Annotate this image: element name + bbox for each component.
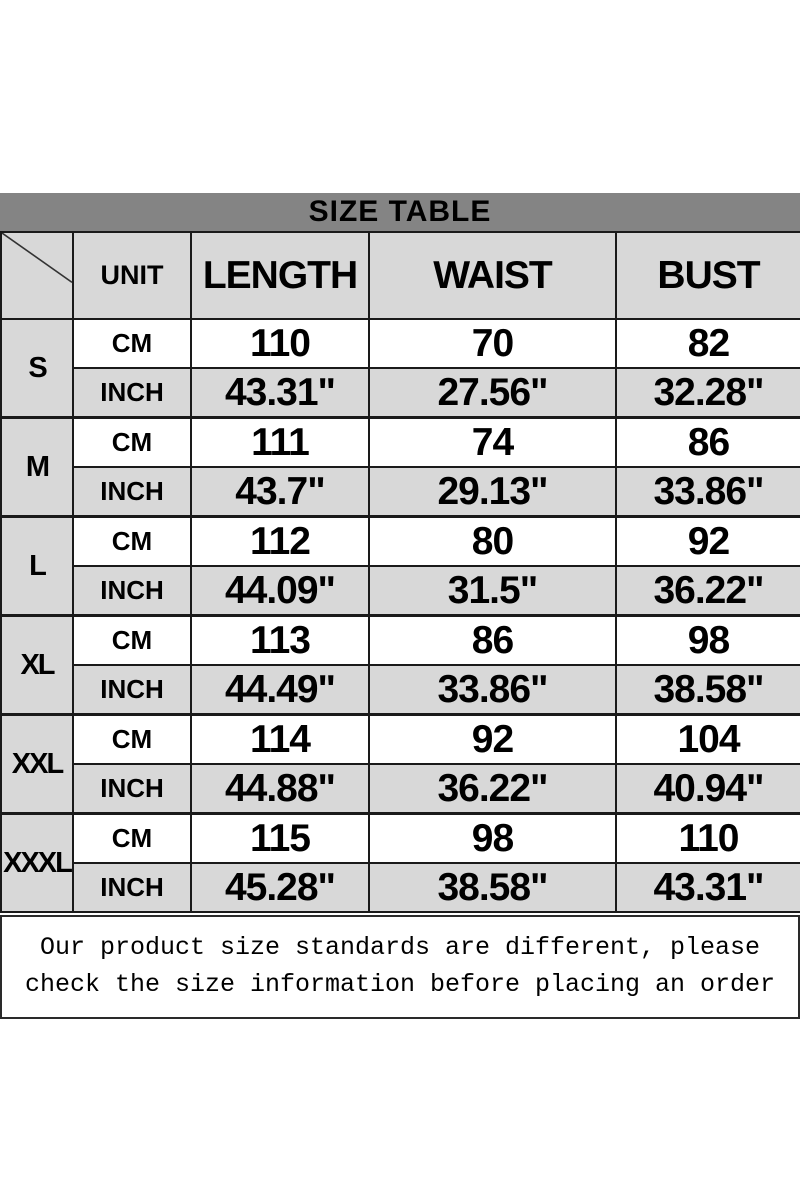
value-cell: 32.28" <box>616 368 800 418</box>
value-cell: 74 <box>369 418 616 468</box>
value-cell: 45.28" <box>191 863 369 912</box>
value-cell: 115 <box>191 814 369 864</box>
value-cell: 44.49" <box>191 665 369 715</box>
note-line-1: Our product size standards are different, please <box>39 933 761 962</box>
value-cell: 98 <box>369 814 616 864</box>
table-row <box>1 616 800 666</box>
value-cell: 31.5" <box>369 566 616 616</box>
unit-label-cm: CM <box>73 517 191 567</box>
unit-label-cm: CM <box>73 715 191 765</box>
table-row <box>1 863 800 912</box>
diagonal-line-icon <box>2 233 72 318</box>
unit-label-inch: INCH <box>73 665 191 715</box>
value-cell: 44.88" <box>191 764 369 814</box>
value-cell: 82 <box>616 319 800 368</box>
column-header-waist: WAIST <box>369 232 616 319</box>
value-cell: 80 <box>369 517 616 567</box>
value-cell: 111 <box>191 418 369 468</box>
size-table <box>0 231 800 913</box>
unit-label-inch: INCH <box>73 764 191 814</box>
table-row <box>1 715 800 765</box>
size-table-title-bar <box>0 193 800 231</box>
corner-cell <box>1 232 73 319</box>
table-row <box>1 368 800 418</box>
unit-label-inch: INCH <box>73 467 191 517</box>
column-header-bust: BUST <box>616 232 800 319</box>
size-label-s: S <box>1 319 73 418</box>
size-disclaimer-note <box>0 915 800 1019</box>
value-cell: 38.58" <box>369 863 616 912</box>
value-cell: 38.58" <box>616 665 800 715</box>
value-cell: 114 <box>191 715 369 765</box>
table-row <box>1 764 800 814</box>
unit-label-inch: INCH <box>73 368 191 418</box>
value-cell: 36.22" <box>616 566 800 616</box>
table-row <box>1 517 800 567</box>
value-cell: 27.56" <box>369 368 616 418</box>
size-label-xl: XL <box>1 616 73 715</box>
value-cell: 110 <box>616 814 800 864</box>
value-cell: 92 <box>369 715 616 765</box>
unit-label-cm: CM <box>73 418 191 468</box>
column-header-unit: UNIT <box>73 232 191 319</box>
value-cell: 43.7" <box>191 467 369 517</box>
value-cell: 44.09" <box>191 566 369 616</box>
size-table-title: SIZE TABLE <box>308 195 492 228</box>
unit-label-cm: CM <box>73 616 191 666</box>
value-cell: 112 <box>191 517 369 567</box>
value-cell: 43.31" <box>191 368 369 418</box>
table-row <box>1 467 800 517</box>
value-cell: 40.94" <box>616 764 800 814</box>
header-row <box>1 232 800 319</box>
table-row <box>1 319 800 368</box>
table-row <box>1 566 800 616</box>
value-cell: 86 <box>369 616 616 666</box>
size-label-l: L <box>1 517 73 616</box>
unit-label-inch: INCH <box>73 863 191 912</box>
note-line-2: check the size information before placing an order <box>24 970 776 999</box>
value-cell: 110 <box>191 319 369 368</box>
unit-label-inch: INCH <box>73 566 191 616</box>
value-cell: 33.86" <box>369 665 616 715</box>
value-cell: 33.86" <box>616 467 800 517</box>
value-cell: 86 <box>616 418 800 468</box>
size-label-xxl: XXL <box>1 715 73 814</box>
value-cell: 29.13" <box>369 467 616 517</box>
table-row <box>1 665 800 715</box>
unit-label-cm: CM <box>73 319 191 368</box>
value-cell: 98 <box>616 616 800 666</box>
size-label-xxxl: XXXL <box>1 814 73 913</box>
column-header-length: LENGTH <box>191 232 369 319</box>
size-label-m: M <box>1 418 73 517</box>
table-row <box>1 814 800 864</box>
value-cell: 70 <box>369 319 616 368</box>
value-cell: 36.22" <box>369 764 616 814</box>
value-cell: 104 <box>616 715 800 765</box>
value-cell: 113 <box>191 616 369 666</box>
table-row <box>1 418 800 468</box>
unit-label-cm: CM <box>73 814 191 864</box>
value-cell: 92 <box>616 517 800 567</box>
value-cell: 43.31" <box>616 863 800 912</box>
